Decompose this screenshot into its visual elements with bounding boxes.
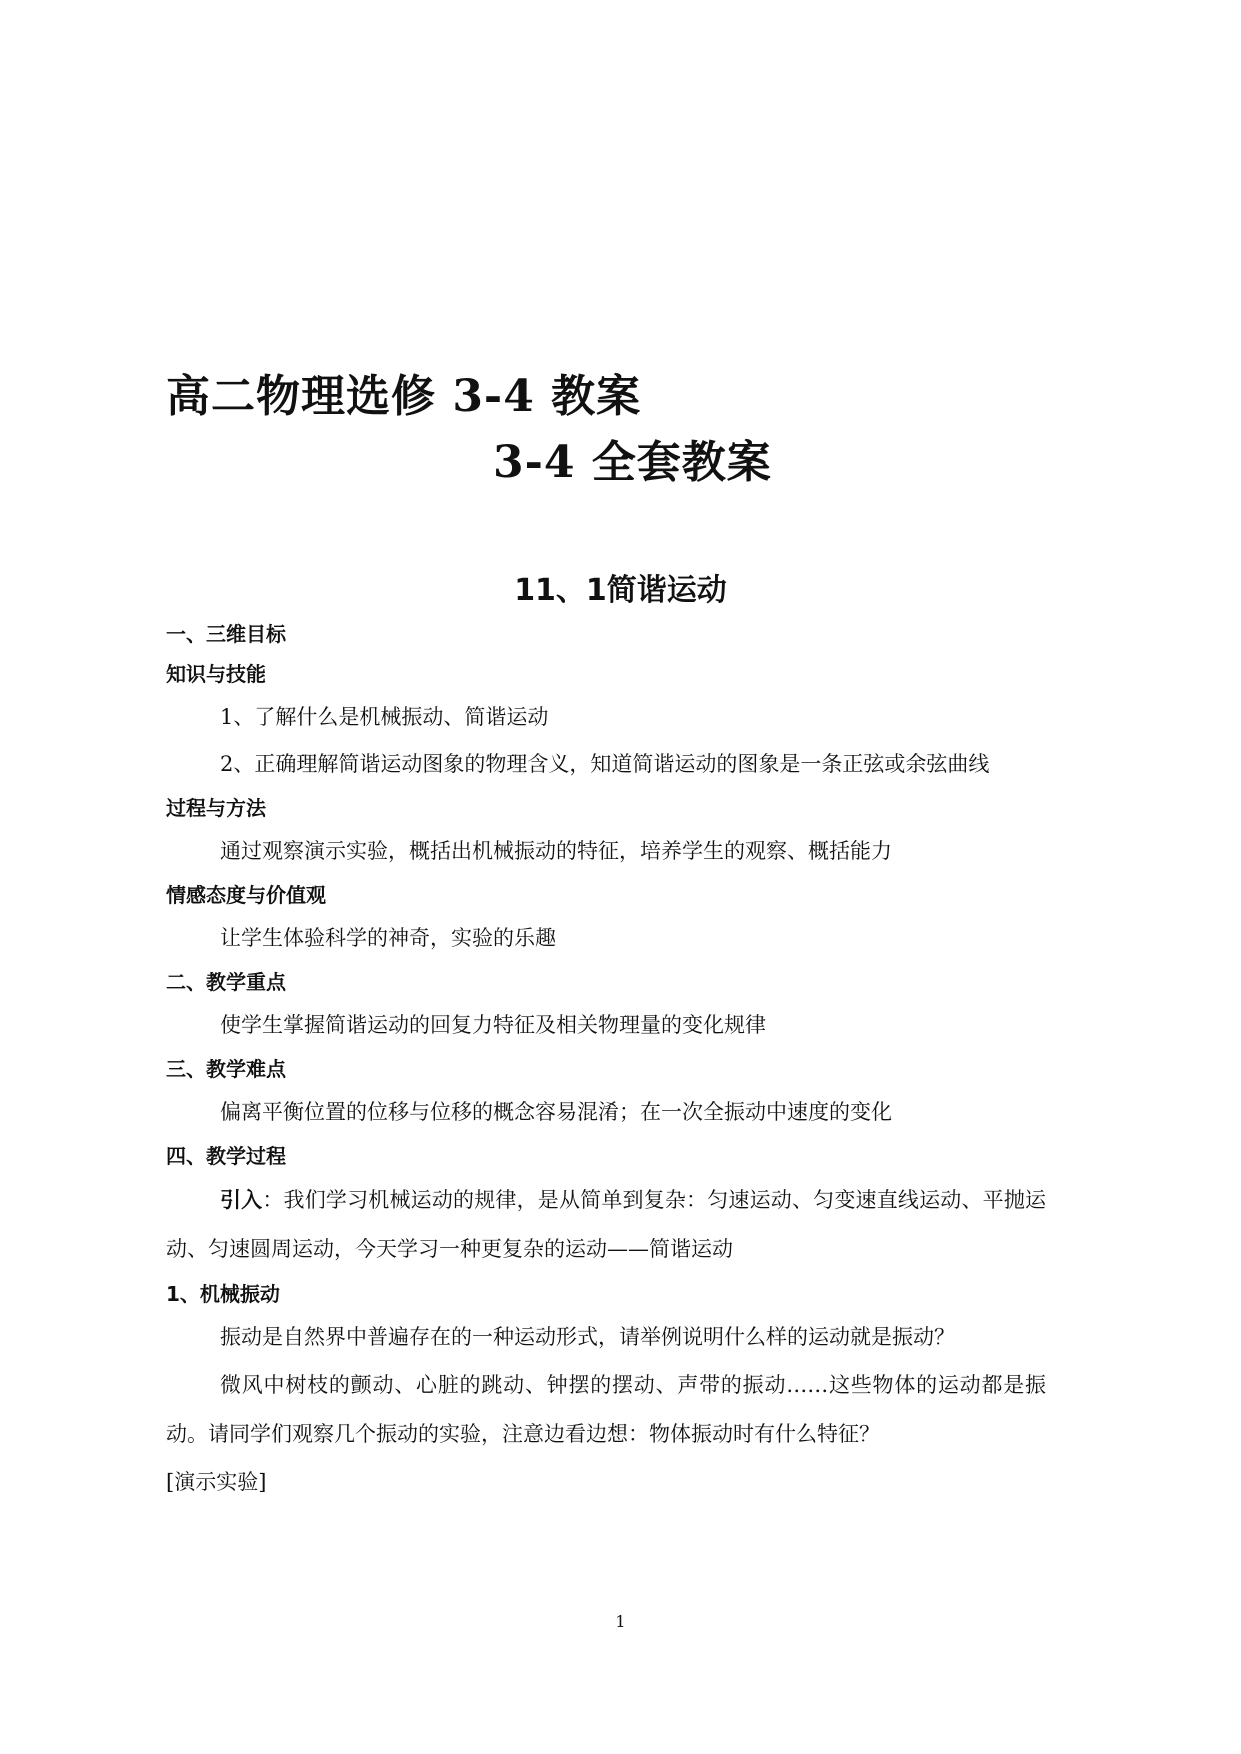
vibration-paragraph-2: 微风中树枝的颤动、心脏的跳动、钟摆的摆动、声带的振动……这些物体的运动都是振动。请同学们观察几个振动的实验，注意边看边想：物体振动时有什么特征？ bbox=[166, 1373, 1046, 1446]
demo-label: [演示实验] bbox=[166, 1470, 267, 1494]
process-text: 通过观察演示实验，概括出机械振动的特征，培养学生的观察、概括能力 bbox=[220, 839, 892, 863]
section-heading-difficulties: 三、教学难点 bbox=[166, 1057, 286, 1081]
subheading-knowledge: 知识与技能 bbox=[166, 662, 266, 686]
emotion-text: 让学生体验科学的神奇，实验的乐趣 bbox=[220, 926, 556, 950]
subheading-mechanical-vibration: 1、机械振动 bbox=[166, 1282, 280, 1306]
lesson-title: 11、1简谐运动 bbox=[514, 573, 727, 608]
difficulties-text: 偏离平衡位置的位移与位移的概念容易混淆；在一次全振动中速度的变化 bbox=[220, 1100, 892, 1124]
page-number: 1 bbox=[615, 1612, 626, 1631]
document-body bbox=[166, 614, 1046, 1506]
key-points-text: 使学生掌握简谐运动的回复力特征及相关物理量的变化规律 bbox=[220, 1013, 766, 1037]
subheading-process: 过程与方法 bbox=[166, 796, 266, 820]
subheading-emotion: 情感态度与价值观 bbox=[166, 883, 326, 907]
document-subtitle: 3-4 全套教案 bbox=[493, 437, 772, 488]
section-heading-process: 四、教学过程 bbox=[166, 1144, 286, 1168]
intro-paragraph bbox=[166, 1176, 1046, 1274]
document-title: 高二物理选修 3-4 教案 bbox=[166, 371, 642, 422]
intro-label: 引入 bbox=[220, 1188, 263, 1212]
section-heading-objectives: 一、三维目标 bbox=[166, 622, 286, 646]
intro-text: ：我们学习机械运动的规律，是从简单到复杂：匀速运动、匀变速直线运动、平抛运动、匀速圆周运动，今天学习一种更复杂的运动——简谐运动 bbox=[166, 1188, 1047, 1261]
section-heading-key-points: 二、教学重点 bbox=[166, 970, 286, 994]
knowledge-item-2: 2、正确理解简谐运动图象的物理含义，知道简谐运动的图象是一条正弦或余弦曲线 bbox=[220, 752, 990, 776]
vibration-paragraph-1: 振动是自然界中普遍存在的一种运动形式，请举例说明什么样的运动就是振动？ bbox=[220, 1325, 955, 1349]
knowledge-item-1: 1、了解什么是机械振动、简谐运动 bbox=[220, 705, 549, 729]
